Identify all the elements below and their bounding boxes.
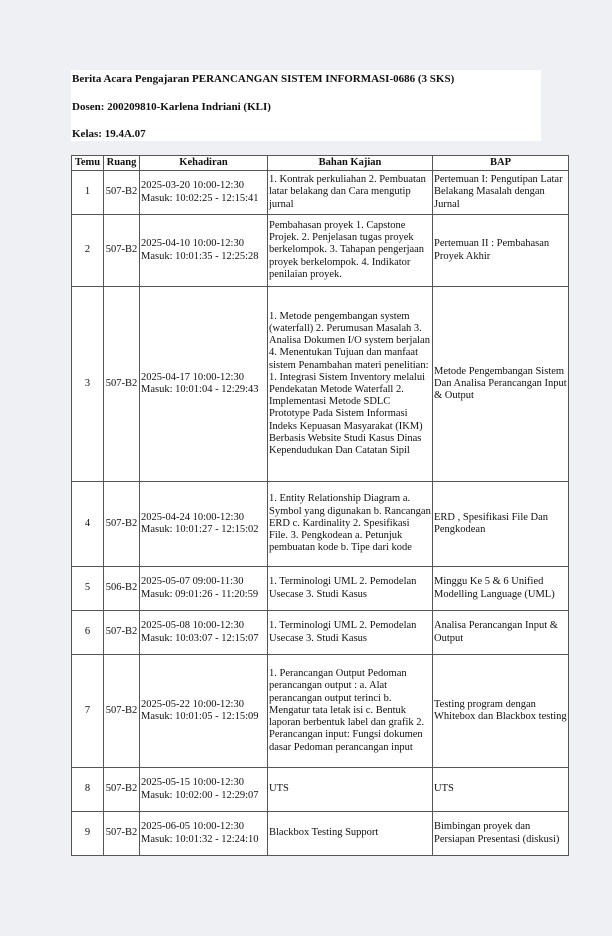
cell-ruang: 507-B2 xyxy=(104,482,140,567)
cell-ruang: 507-B2 xyxy=(104,287,140,482)
cell-bahan-kajian: 1. Terminologi UML 2. Pemodelan Usecase 3. Studi Kasus xyxy=(268,567,433,611)
table-row xyxy=(72,655,569,768)
cell-ruang: 507-B2 xyxy=(104,171,140,215)
cell-temu: 3 xyxy=(72,287,104,482)
cell-bahan-kajian: 1. Perancangan Output Pedoman perancangan output : a. Alat perancangan output terinci b. Mengatur tata letak isi c. Bentuk laporan berbentuk label dan grafik 2. Perancangan input: Fungsi dokumen dasar Pedoman perancangan input xyxy=(268,655,433,768)
cell-kehadiran: 2025-06-05 10:00-12:30 Masuk: 10:01:32 - 12:24:10 xyxy=(140,812,268,856)
cell-bap: Bimbingan proyek dan Persiapan Presentasi (diskusi) xyxy=(433,812,569,856)
table-row xyxy=(72,215,569,287)
header-temu: Temu xyxy=(72,156,104,171)
cell-ruang: 506-B2 xyxy=(104,567,140,611)
table-row xyxy=(72,768,569,812)
header-ruang: Ruang xyxy=(104,156,140,171)
cell-ruang: 507-B2 xyxy=(104,768,140,812)
cell-bap: ERD , Spesifikasi File Dan Pengkodean xyxy=(433,482,569,567)
table-row xyxy=(72,287,569,482)
cell-temu: 2 xyxy=(72,215,104,287)
cell-temu: 4 xyxy=(72,482,104,567)
cell-ruang: 507-B2 xyxy=(104,611,140,655)
table-row xyxy=(72,567,569,611)
cell-bap: Pertemuan I: Pengutipan Latar Belakang Masalah dengan Jurnal xyxy=(433,171,569,215)
cell-temu: 6 xyxy=(72,611,104,655)
cell-bap: Pertemuan II : Pembahasan Proyek Akhir xyxy=(433,215,569,287)
cell-bahan-kajian: 1. Kontrak perkuliahan 2. Pembuatan latar belakang dan Cara mengutip jurnal xyxy=(268,171,433,215)
header-kehadiran: Kehadiran xyxy=(140,156,268,171)
cell-kehadiran: 2025-04-24 10:00-12:30 Masuk: 10:01:27 - 12:15:02 xyxy=(140,482,268,567)
cell-bahan-kajian: 1. Terminologi UML 2. Pemodelan Usecase 3. Studi Kasus xyxy=(268,611,433,655)
teaching-log-table xyxy=(71,155,569,856)
table-row xyxy=(72,482,569,567)
cell-bahan-kajian: UTS xyxy=(268,768,433,812)
cell-kehadiran: 2025-05-07 09:00-11:30 Masuk: 09:01:26 - 11:20:59 xyxy=(140,567,268,611)
cell-kehadiran: 2025-05-22 10:00-12:30 Masuk: 10:01:05 - 12:15:09 xyxy=(140,655,268,768)
cell-kehadiran: 2025-04-17 10:00-12:30 Masuk: 10:01:04 - 12:29:43 xyxy=(140,287,268,482)
cell-kehadiran: 2025-03-20 10:00-12:30 Masuk: 10:02:25 - 12:15:41 xyxy=(140,171,268,215)
cell-temu: 1 xyxy=(72,171,104,215)
cell-bap: UTS xyxy=(433,768,569,812)
header-bahan-kajian: Bahan Kajian xyxy=(268,156,433,171)
cell-bahan-kajian: Pembahasan proyek 1. Capstone Projek. 2. Penjelasan tugas proyek berkelompok. 3. Tahapan pengerjaan proyek berkelompok. 4. Indikator penilaian proyek. xyxy=(268,215,433,287)
cell-bahan-kajian: Blackbox Testing Support xyxy=(268,812,433,856)
cell-bap: Minggu Ke 5 & 6 Unified Modelling Language (UML) xyxy=(433,567,569,611)
class-line: Kelas: 19.4A.07 xyxy=(72,128,146,140)
table-row xyxy=(72,611,569,655)
course-title: Berita Acara Pengajaran PERANCANGAN SISTEM INFORMASI-0686 (3 SKS) xyxy=(72,73,455,85)
cell-temu: 7 xyxy=(72,655,104,768)
cell-kehadiran: 2025-05-08 10:00-12:30 Masuk: 10:03:07 - 12:15:07 xyxy=(140,611,268,655)
cell-temu: 9 xyxy=(72,812,104,856)
cell-ruang: 507-B2 xyxy=(104,655,140,768)
cell-temu: 5 xyxy=(72,567,104,611)
cell-temu: 8 xyxy=(72,768,104,812)
cell-bahan-kajian: 1. Entity Relationship Diagram a. Symbol yang digunakan b. Rancangan ERD c. Kardinality 2. Spesifikasi File. 3. Pengkodean a. Petunjuk pembuatan kode b. Tipe dari kode xyxy=(268,482,433,567)
table-header-row xyxy=(72,156,569,171)
lecturer-line: Dosen: 200209810-Karlena Indriani (KLI) xyxy=(72,101,271,113)
cell-bap: Testing program dengan Whitebox dan Blackbox testing xyxy=(433,655,569,768)
cell-ruang: 507-B2 xyxy=(104,812,140,856)
cell-kehadiran: 2025-04-10 10:00-12:30 Masuk: 10:01:35 - 12:25:28 xyxy=(140,215,268,287)
table-row xyxy=(72,812,569,856)
cell-bap: Metode Pengembangan Sistem Dan Analisa Perancangan Input & Output xyxy=(433,287,569,482)
cell-bap: Analisa Perancangan Input & Output xyxy=(433,611,569,655)
cell-ruang: 507-B2 xyxy=(104,215,140,287)
header-bap: BAP xyxy=(433,156,569,171)
document-header xyxy=(71,70,541,141)
table-row xyxy=(72,171,569,215)
cell-bahan-kajian: 1. Metode pengembangan system (waterfall) 2. Perumusan Masalah 3. Analisa Dokumen I/O system berjalan 4. Menentukan Tujuan dan manfaat sistem Penambahan materi penelitian: 1. Integrasi Sistem Inventory melalui Pendekatan Metode Waterfall 2. Implementasi Metode SDLC Prototype Pada Sistem Informasi Indeks Kepuasan Masyarakat (IKM) Berbasis Website Studi Kasus Dinas Kependudukan Dan Catatan Sipil xyxy=(268,287,433,482)
cell-kehadiran: 2025-05-15 10:00-12:30 Masuk: 10:02:00 - 12:29:07 xyxy=(140,768,268,812)
